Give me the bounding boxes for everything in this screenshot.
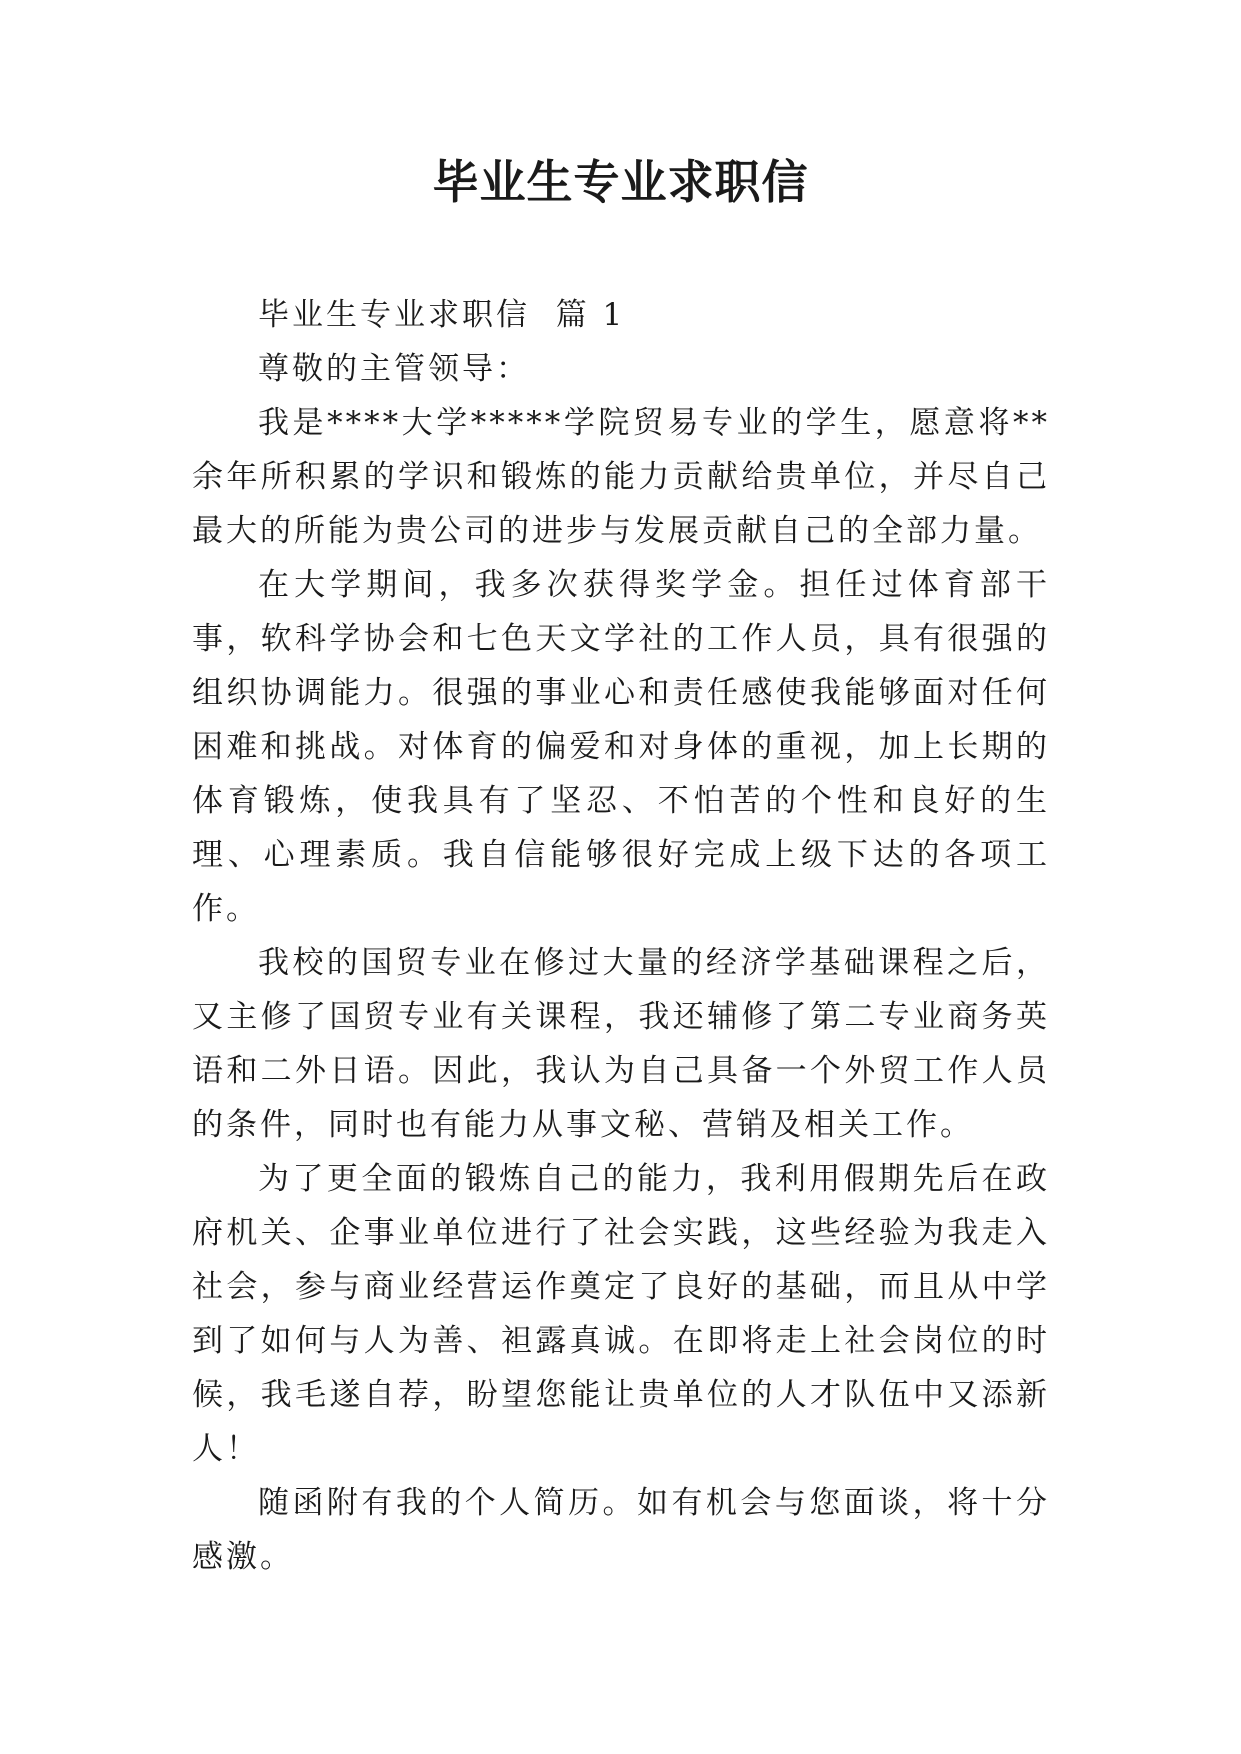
body-paragraph-4: 为了更全面的锻炼自己的能力，我利用假期先后在政府机关、企事业单位进行了社会实践，这些经验为我走入社会，参与商业经营运作奠定了良好的基础，而且从中学到了如何与人为善、袒露真诚。在即将走上社会岗位的时候，我毛遂自荐，盼望您能让贵单位的人才队伍中又添新人！ bbox=[192, 1161, 1050, 1467]
document-title: 毕业生专业求职信 bbox=[432, 155, 809, 209]
document-body bbox=[192, 288, 1050, 1584]
body-paragraph-3: 我校的国贸专业在修过大量的经济学基础课程之后，又主修了国贸专业有关课程，我还辅修了第二专业商务英语和二外日语。因此，我认为自己具备一个外贸工作人员的条件，同时也有能力从事文秘、营销及相关工作。 bbox=[192, 945, 1050, 1143]
body-paragraph-2: 在大学期间，我多次获得奖学金。担任过体育部干事，软科学协会和七色天文学社的工作人员，具有很强的组织协调能力。很强的事业心和责任感使我能够面对任何困难和挑战。对体育的偏爱和对身体的重视，加上长期的体育锻炼，使我具有了坚忍、不怕苦的个性和良好的生理、心理素质。我自信能够很好完成上级下达的各项工作。 bbox=[192, 567, 1050, 927]
body-paragraph-5: 随函附有我的个人简历。如有机会与您面谈，将十分感激。 bbox=[192, 1485, 1050, 1575]
body-paragraph-1: 我是****大学*****学院贸易专业的学生，愿意将**余年所积累的学识和锻炼的能力贡献给贵单位，并尽自己最大的所能为贵公司的进步与发展贡献自己的全部力量。 bbox=[192, 405, 1050, 549]
section-heading: 毕业生专业求职信 篇 1 bbox=[258, 297, 626, 333]
salutation: 尊敬的主管领导： bbox=[258, 351, 530, 387]
